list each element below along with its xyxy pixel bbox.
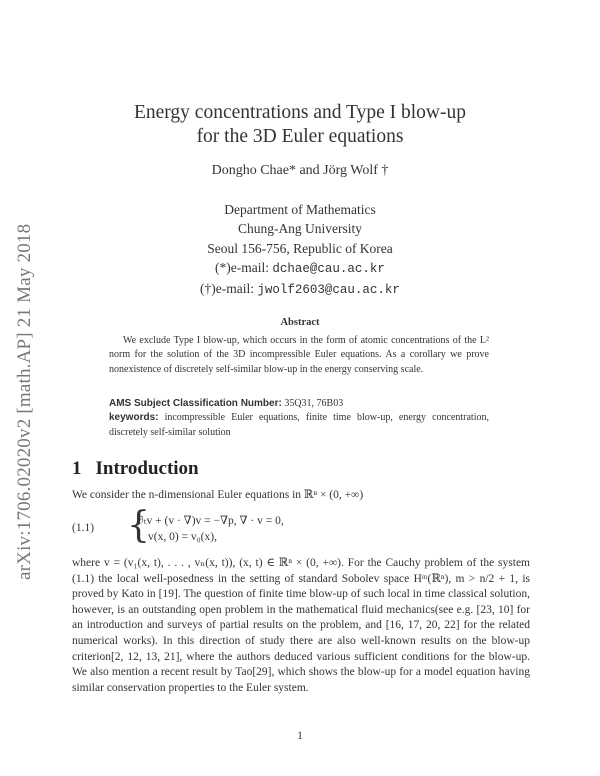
- abstract-heading: Abstract: [280, 317, 320, 328]
- paper-title: [0, 101, 600, 149]
- equation-label: (1.1): [72, 522, 95, 534]
- affiliation: [0, 200, 600, 300]
- abstract-body: [109, 334, 489, 377]
- equation-line-2: v(x, 0) = v₀(x),: [148, 531, 217, 543]
- affiliation-department: Department of Mathematics: [224, 202, 376, 217]
- email-line-2: [0, 279, 600, 300]
- authors: Dongho Chae* and Jörg Wolf †: [211, 163, 389, 178]
- affiliation-city: Seoul 156-756, Republic of Korea: [207, 240, 393, 256]
- affiliation-university: Chung-Ang University: [237, 221, 363, 237]
- abstract-text: We exclude Type I blow-up, which occurs in the form of atomic concentrations of the L² norm for the solution of the 3D incompressible Euler equations. As a corollary we prove nonexistence of discretely self-similar blow-up in the energy conserving scale.: [109, 335, 489, 375]
- title-line-2: for the 3D Euler equations: [196, 126, 404, 147]
- keywords-label: keywords:: [109, 412, 159, 424]
- keywords: [109, 411, 489, 440]
- equation-line-1: ∂ₜv + (v · ∇)v = −∇p, ∇ · v = 0,: [138, 515, 284, 527]
- section-title: Introduction: [95, 458, 199, 479]
- email-1: dchae@cau.ac.kr: [272, 261, 385, 276]
- ams-keywords-block: [109, 397, 489, 440]
- email-2-prefix: (†)e-mail:: [200, 281, 258, 297]
- page-number: 1: [297, 730, 303, 742]
- intro-paragraph: where v = (v₁(x, t), . . . , vₙ(x, t)), (x, t) ∈ ℝⁿ × (0, +∞). For the Cauchy problem of the system (1.1) the local well-posedness in the setting of standard Sobolev space Hᵐ(ℝⁿ), m > n/2 + 1, is proved by Kato in [19]. The question of finite time blow-up of such local in time classical solution, however, is an outstanding open problem in the mathematical fluid mechanics(see e.g. [23, 10] for an introduction and surveys of partial results on the problem, and [16, 17, 20, 22] for the related numerical works). In this direction of study there are also well-known results on the blow-up criterion[2, 12, 13, 21], where the authors deduced various sufficient conditions for the blow-up. We also mention a recent result by Tao[29], which shows the blow-up for a model equation having similar conservation properties to the Euler system.: [72, 557, 530, 694]
- section-heading: [72, 458, 199, 480]
- equation-system: [138, 513, 284, 545]
- intro-line: We consider the n-dimensional Euler equations in ℝⁿ × (0, +∞): [72, 489, 364, 501]
- keywords-value: incompressible Euler equations, finite time blow-up, energy concentration, discretely self-similar solution: [109, 412, 489, 438]
- email-line-1: [0, 258, 600, 279]
- ams-value: 35Q31, 76B03: [281, 398, 344, 409]
- title-line-1: Energy concentrations and Type I blow-up: [133, 102, 467, 123]
- ams-classification: [109, 397, 489, 411]
- ams-label: AMS Subject Classification Number:: [109, 398, 282, 409]
- arxiv-identifier: arXiv:1706.02020v2 [math.AP] 21 May 2018: [14, 223, 35, 580]
- equation-brace: {: [127, 505, 150, 546]
- section-number: 1: [72, 458, 82, 479]
- email-1-prefix: (*)e-mail:: [215, 259, 273, 275]
- email-2: jwolf2603@cau.ac.kr: [257, 283, 400, 298]
